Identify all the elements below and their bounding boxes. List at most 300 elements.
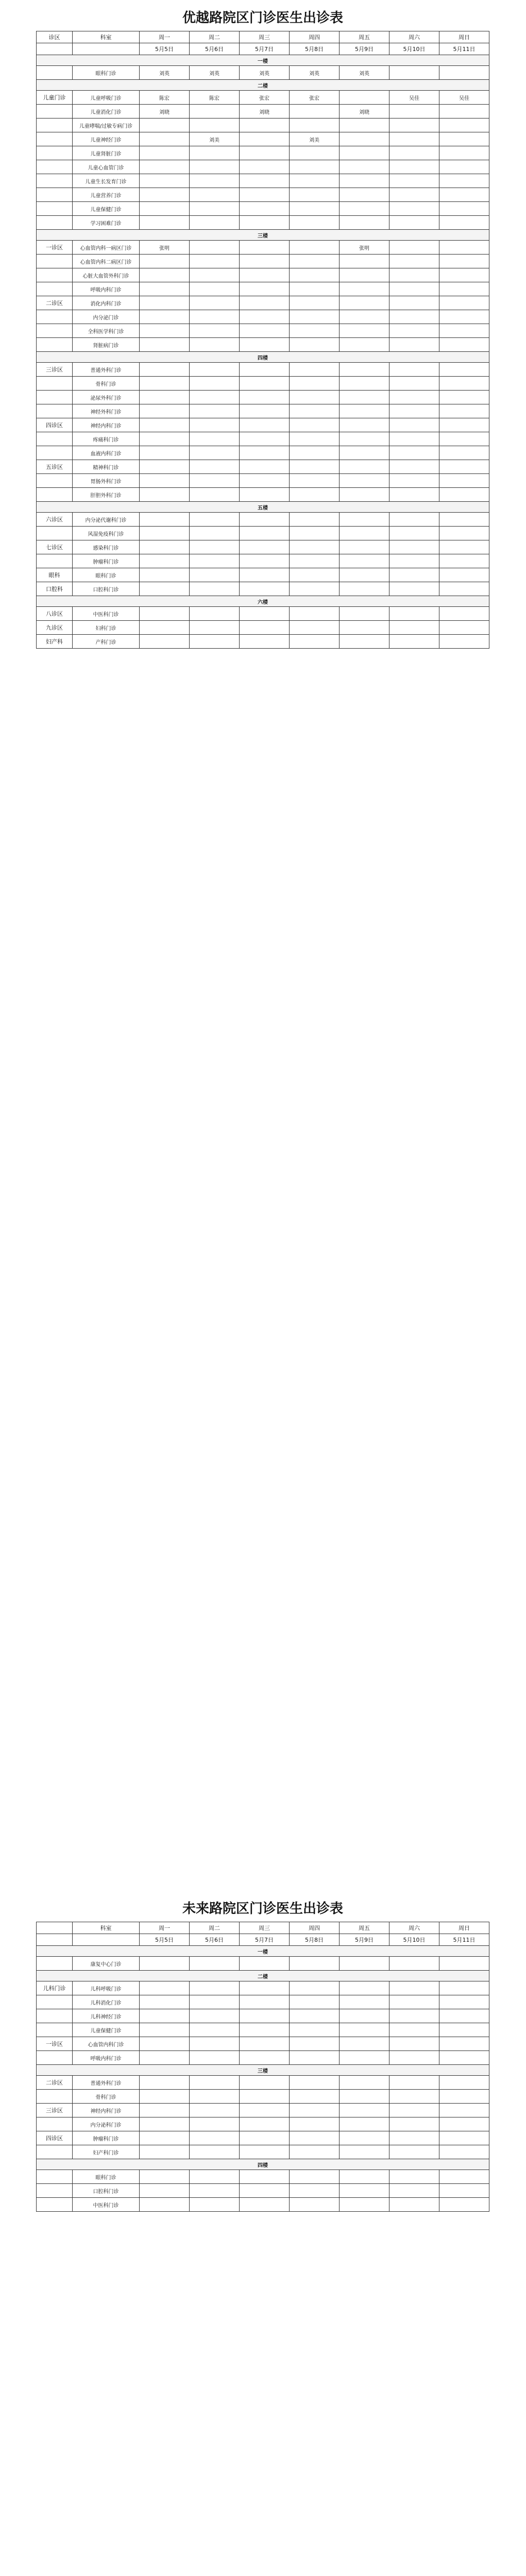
header-date: 5月6日 bbox=[190, 43, 240, 55]
doctor-cell bbox=[439, 2170, 489, 2184]
region-cell: 八诊区 bbox=[37, 607, 73, 621]
doctor-cell bbox=[340, 432, 389, 446]
doctor-cell bbox=[389, 540, 439, 554]
doctor-cell bbox=[140, 2117, 190, 2131]
table-row bbox=[37, 2104, 489, 2117]
doctor-cell bbox=[439, 446, 489, 460]
header-day: 周一 bbox=[140, 31, 190, 43]
region-cell bbox=[37, 146, 73, 160]
doctor-cell bbox=[389, 282, 439, 296]
doctor-cell bbox=[389, 2051, 439, 2065]
doctor-cell bbox=[340, 118, 389, 132]
doctor-cell bbox=[439, 2009, 489, 2023]
header-day: 周四 bbox=[290, 1922, 340, 1934]
floor-row bbox=[37, 502, 489, 513]
header-day: 周日 bbox=[439, 1922, 489, 1934]
table-row bbox=[37, 2184, 489, 2198]
doctor-cell bbox=[340, 2145, 389, 2159]
doctor-cell bbox=[190, 474, 240, 488]
region-cell: 二诊区 bbox=[37, 296, 73, 310]
sheet-title: 优越路院区门诊医生出诊表 bbox=[182, 10, 343, 26]
floor-row bbox=[37, 1971, 489, 1981]
doctor-cell bbox=[340, 296, 389, 310]
header-date: 5月7日 bbox=[240, 43, 290, 55]
doctor-cell bbox=[140, 310, 190, 324]
doctor-cell bbox=[290, 474, 340, 488]
table-row bbox=[37, 377, 489, 391]
doctor-cell: 张宏 bbox=[240, 91, 290, 105]
doctor-cell bbox=[290, 460, 340, 474]
doctor-cell bbox=[190, 2090, 240, 2104]
doctor-cell bbox=[389, 568, 439, 582]
doctor-cell bbox=[439, 2184, 489, 2198]
doctor-cell bbox=[290, 1957, 340, 1971]
doctor-cell bbox=[140, 255, 190, 268]
doctor-cell bbox=[439, 338, 489, 352]
doctor-cell bbox=[340, 2076, 389, 2090]
doctor-cell bbox=[240, 2198, 290, 2212]
doctor-cell bbox=[340, 310, 389, 324]
region-cell bbox=[37, 527, 73, 540]
clinic-cell: 儿童生长发育门诊 bbox=[73, 174, 140, 188]
doctor-cell bbox=[290, 513, 340, 527]
region-cell bbox=[37, 2117, 73, 2131]
region-cell: 三诊区 bbox=[37, 363, 73, 377]
doctor-cell bbox=[389, 160, 439, 174]
floor-label: 六楼 bbox=[37, 596, 489, 607]
doctor-cell bbox=[389, 146, 439, 160]
doctor-cell bbox=[240, 377, 290, 391]
doctor-cell bbox=[240, 513, 290, 527]
doctor-cell bbox=[190, 488, 240, 502]
doctor-cell bbox=[190, 310, 240, 324]
doctor-cell bbox=[340, 2009, 389, 2023]
doctor-cell bbox=[340, 488, 389, 502]
table-row bbox=[37, 513, 489, 527]
clinic-cell: 泌尿外科门诊 bbox=[73, 391, 140, 404]
table-row bbox=[37, 1981, 489, 1995]
header-blank bbox=[37, 43, 73, 55]
doctor-cell bbox=[439, 1995, 489, 2009]
floor-row bbox=[37, 352, 489, 363]
schedule-table bbox=[36, 31, 489, 649]
doctor-cell: 吴佳 bbox=[439, 91, 489, 105]
clinic-cell: 消化内科门诊 bbox=[73, 296, 140, 310]
table-row bbox=[37, 363, 489, 377]
doctor-cell bbox=[240, 296, 290, 310]
region-cell bbox=[37, 188, 73, 202]
doctor-cell bbox=[290, 582, 340, 596]
doctor-cell bbox=[190, 105, 240, 118]
clinic-cell: 风湿免疫科门诊 bbox=[73, 527, 140, 540]
region-cell: 二诊区 bbox=[37, 2076, 73, 2090]
doctor-cell bbox=[389, 607, 439, 621]
doctor-cell: 刘英 bbox=[190, 66, 240, 80]
header-days bbox=[37, 31, 489, 43]
doctor-cell bbox=[340, 554, 389, 568]
floor-label: 二楼 bbox=[37, 1971, 489, 1981]
clinic-cell: 肿瘤科门诊 bbox=[73, 554, 140, 568]
doctor-cell bbox=[439, 66, 489, 80]
doctor-cell bbox=[240, 188, 290, 202]
doctor-cell bbox=[340, 446, 389, 460]
doctor-cell bbox=[290, 310, 340, 324]
doctor-cell bbox=[340, 2037, 389, 2051]
clinic-cell: 神经外科门诊 bbox=[73, 404, 140, 418]
doctor-cell: 刘美 bbox=[290, 132, 340, 146]
doctor-cell bbox=[290, 216, 340, 230]
doctor-cell: 刘美 bbox=[190, 132, 240, 146]
doctor-cell bbox=[340, 91, 389, 105]
doctor-cell bbox=[439, 2145, 489, 2159]
doctor-cell bbox=[140, 324, 190, 338]
header-day: 周二 bbox=[190, 31, 240, 43]
doctor-cell bbox=[340, 255, 389, 268]
clinic-cell: 眼科门诊 bbox=[73, 66, 140, 80]
floor-row bbox=[37, 1946, 489, 1957]
doctor-cell bbox=[140, 1957, 190, 1971]
doctor-cell bbox=[389, 296, 439, 310]
doctor-cell bbox=[439, 282, 489, 296]
header-dates bbox=[37, 43, 489, 55]
header-day: 周六 bbox=[389, 1922, 439, 1934]
doctor-cell bbox=[140, 2104, 190, 2117]
region-cell: 一诊区 bbox=[37, 2037, 73, 2051]
header-region bbox=[37, 1922, 73, 1934]
clinic-cell: 儿童心血管门诊 bbox=[73, 160, 140, 174]
table-row bbox=[37, 391, 489, 404]
doctor-cell bbox=[290, 118, 340, 132]
doctor-cell bbox=[190, 582, 240, 596]
doctor-cell bbox=[140, 2198, 190, 2212]
doctor-cell bbox=[389, 363, 439, 377]
clinic-cell: 儿童保健门诊 bbox=[73, 202, 140, 216]
doctor-cell bbox=[190, 2131, 240, 2145]
doctor-cell bbox=[389, 2117, 439, 2131]
doctor-cell: 刘晓 bbox=[140, 105, 190, 118]
doctor-cell bbox=[240, 310, 290, 324]
region-cell bbox=[37, 282, 73, 296]
doctor-cell bbox=[140, 527, 190, 540]
table-row bbox=[37, 296, 489, 310]
header-date: 5月6日 bbox=[190, 1934, 240, 1946]
doctor-cell bbox=[439, 488, 489, 502]
header-day: 周二 bbox=[190, 1922, 240, 1934]
doctor-cell bbox=[439, 268, 489, 282]
doctor-cell: 陈宏 bbox=[140, 91, 190, 105]
doctor-cell: 刘英 bbox=[290, 66, 340, 80]
doctor-cell bbox=[389, 188, 439, 202]
clinic-cell: 呼吸内科门诊 bbox=[73, 2051, 140, 2065]
header-date: 5月10日 bbox=[389, 43, 439, 55]
doctor-cell bbox=[190, 118, 240, 132]
clinic-cell: 儿科神经门诊 bbox=[73, 2009, 140, 2023]
region-cell bbox=[37, 2090, 73, 2104]
clinic-cell: 儿童哮喘/过敏专病门诊 bbox=[73, 118, 140, 132]
doctor-cell bbox=[439, 105, 489, 118]
region-cell bbox=[37, 202, 73, 216]
doctor-cell bbox=[240, 474, 290, 488]
doctor-cell bbox=[340, 527, 389, 540]
doctor-cell bbox=[340, 2023, 389, 2037]
clinic-cell: 肾脏病门诊 bbox=[73, 338, 140, 352]
doctor-cell bbox=[190, 635, 240, 649]
doctor-cell bbox=[439, 2090, 489, 2104]
doctor-cell bbox=[190, 2037, 240, 2051]
doctor-cell bbox=[439, 118, 489, 132]
doctor-cell: 张明 bbox=[340, 241, 389, 255]
doctor-cell bbox=[240, 2009, 290, 2023]
clinic-cell: 儿童神经门诊 bbox=[73, 132, 140, 146]
table-row bbox=[37, 2131, 489, 2145]
doctor-cell bbox=[190, 363, 240, 377]
doctor-cell bbox=[140, 363, 190, 377]
region-cell: 四诊区 bbox=[37, 2131, 73, 2145]
doctor-cell bbox=[140, 377, 190, 391]
doctor-cell bbox=[340, 474, 389, 488]
doctor-cell bbox=[240, 282, 290, 296]
table-row bbox=[37, 188, 489, 202]
doctor-cell bbox=[439, 146, 489, 160]
doctor-cell bbox=[340, 2090, 389, 2104]
table-row bbox=[37, 241, 489, 255]
header-date: 5月9日 bbox=[340, 1934, 389, 1946]
header-blank bbox=[37, 1934, 73, 1946]
doctor-cell bbox=[389, 488, 439, 502]
doctor-cell bbox=[340, 2198, 389, 2212]
header-dept: 科室 bbox=[73, 31, 140, 43]
table-row bbox=[37, 418, 489, 432]
table-row bbox=[37, 1995, 489, 2009]
table-row bbox=[37, 568, 489, 582]
doctor-cell bbox=[439, 377, 489, 391]
doctor-cell bbox=[439, 241, 489, 255]
table-row bbox=[37, 91, 489, 105]
doctor-cell bbox=[190, 432, 240, 446]
doctor-cell bbox=[240, 268, 290, 282]
clinic-cell: 眼科门诊 bbox=[73, 2170, 140, 2184]
region-cell bbox=[37, 474, 73, 488]
region-cell bbox=[37, 391, 73, 404]
doctor-cell bbox=[240, 160, 290, 174]
clinic-cell: 口腔科门诊 bbox=[73, 582, 140, 596]
doctor-cell bbox=[290, 1995, 340, 2009]
doctor-cell bbox=[439, 160, 489, 174]
doctor-cell bbox=[290, 2198, 340, 2212]
header-date: 5月9日 bbox=[340, 43, 389, 55]
doctor-cell bbox=[340, 188, 389, 202]
doctor-cell bbox=[140, 540, 190, 554]
doctor-cell bbox=[389, 527, 439, 540]
table-row bbox=[37, 2076, 489, 2090]
doctor-cell bbox=[140, 391, 190, 404]
doctor-cell bbox=[140, 2037, 190, 2051]
doctor-cell: 刘英 bbox=[240, 66, 290, 80]
clinic-cell: 中医科门诊 bbox=[73, 607, 140, 621]
doctor-cell bbox=[190, 2023, 240, 2037]
doctor-cell bbox=[240, 2170, 290, 2184]
doctor-cell bbox=[340, 282, 389, 296]
doctor-cell bbox=[240, 146, 290, 160]
doctor-cell bbox=[140, 418, 190, 432]
doctor-cell bbox=[340, 268, 389, 282]
doctor-cell bbox=[340, 2051, 389, 2065]
doctor-cell bbox=[190, 1981, 240, 1995]
doctor-cell bbox=[290, 607, 340, 621]
clinic-cell: 心脏大血管外科门诊 bbox=[73, 268, 140, 282]
doctor-cell bbox=[190, 1957, 240, 1971]
doctor-cell bbox=[439, 216, 489, 230]
doctor-cell bbox=[340, 160, 389, 174]
doctor-cell bbox=[140, 2184, 190, 2198]
header-blank bbox=[73, 43, 140, 55]
doctor-cell bbox=[389, 105, 439, 118]
doctor-cell bbox=[240, 418, 290, 432]
doctor-cell bbox=[290, 621, 340, 635]
doctor-cell bbox=[290, 2090, 340, 2104]
doctor-cell bbox=[389, 432, 439, 446]
doctor-cell bbox=[140, 582, 190, 596]
table-row bbox=[37, 2090, 489, 2104]
doctor-cell bbox=[240, 1981, 290, 1995]
doctor-cell bbox=[140, 460, 190, 474]
doctor-cell bbox=[190, 2051, 240, 2065]
table-row bbox=[37, 582, 489, 596]
doctor-cell bbox=[439, 1957, 489, 1971]
clinic-cell: 妇产科门诊 bbox=[73, 2145, 140, 2159]
doctor-cell bbox=[140, 268, 190, 282]
doctor-cell bbox=[340, 513, 389, 527]
doctor-cell bbox=[190, 146, 240, 160]
doctor-cell bbox=[389, 2009, 439, 2023]
doctor-cell bbox=[140, 296, 190, 310]
doctor-cell bbox=[140, 2090, 190, 2104]
doctor-cell bbox=[240, 324, 290, 338]
region-cell bbox=[37, 2145, 73, 2159]
doctor-cell bbox=[190, 1995, 240, 2009]
doctor-cell bbox=[340, 391, 389, 404]
doctor-cell bbox=[140, 554, 190, 568]
region-cell bbox=[37, 132, 73, 146]
clinic-cell: 康复中心门诊 bbox=[73, 1957, 140, 1971]
doctor-cell bbox=[240, 582, 290, 596]
sheet-youyue bbox=[36, 5, 489, 649]
doctor-cell bbox=[290, 2104, 340, 2117]
doctor-cell bbox=[140, 202, 190, 216]
clinic-cell: 儿科消化门诊 bbox=[73, 1995, 140, 2009]
floor-row bbox=[37, 80, 489, 91]
header-day: 周一 bbox=[140, 1922, 190, 1934]
region-cell: 眼科 bbox=[37, 568, 73, 582]
doctor-cell bbox=[240, 118, 290, 132]
floor-label: 四楼 bbox=[37, 2159, 489, 2170]
table-row bbox=[37, 268, 489, 282]
doctor-cell: 陈宏 bbox=[190, 91, 240, 105]
doctor-cell bbox=[439, 513, 489, 527]
doctor-cell bbox=[389, 324, 439, 338]
header-region: 诊区 bbox=[37, 31, 73, 43]
doctor-cell bbox=[439, 2117, 489, 2131]
table-row bbox=[37, 146, 489, 160]
doctor-cell bbox=[389, 460, 439, 474]
clinic-cell: 骨科门诊 bbox=[73, 377, 140, 391]
doctor-cell bbox=[290, 2170, 340, 2184]
doctor-cell bbox=[389, 582, 439, 596]
floor-label: 三楼 bbox=[37, 2065, 489, 2076]
doctor-cell bbox=[140, 2170, 190, 2184]
floor-label: 三楼 bbox=[37, 230, 489, 241]
doctor-cell bbox=[240, 607, 290, 621]
doctor-cell bbox=[340, 174, 389, 188]
doctor-cell bbox=[140, 513, 190, 527]
doctor-cell bbox=[240, 432, 290, 446]
region-cell: 七诊区 bbox=[37, 540, 73, 554]
doctor-cell: 张宏 bbox=[290, 91, 340, 105]
doctor-cell bbox=[439, 2198, 489, 2212]
region-cell bbox=[37, 446, 73, 460]
doctor-cell bbox=[290, 540, 340, 554]
doctor-cell bbox=[240, 391, 290, 404]
doctor-cell bbox=[340, 132, 389, 146]
clinic-cell: 心血管内科一病区门诊 bbox=[73, 241, 140, 255]
table-row bbox=[37, 432, 489, 446]
header-date: 5月7日 bbox=[240, 1934, 290, 1946]
doctor-cell bbox=[439, 568, 489, 582]
doctor-cell bbox=[140, 132, 190, 146]
doctor-cell bbox=[140, 2023, 190, 2037]
clinic-cell: 骨科门诊 bbox=[73, 2090, 140, 2104]
doctor-cell bbox=[240, 2184, 290, 2198]
doctor-cell bbox=[340, 2170, 389, 2184]
doctor-cell bbox=[439, 460, 489, 474]
doctor-cell bbox=[389, 446, 439, 460]
doctor-cell bbox=[190, 188, 240, 202]
doctor-cell: 吴佳 bbox=[389, 91, 439, 105]
table-row bbox=[37, 2117, 489, 2131]
doctor-cell bbox=[240, 2131, 290, 2145]
region-cell bbox=[37, 2184, 73, 2198]
doctor-cell bbox=[240, 2023, 290, 2037]
table-row bbox=[37, 2009, 489, 2023]
doctor-cell bbox=[290, 568, 340, 582]
floor-row bbox=[37, 596, 489, 607]
doctor-cell bbox=[190, 296, 240, 310]
doctor-cell bbox=[190, 527, 240, 540]
doctor-cell bbox=[140, 607, 190, 621]
doctor-cell bbox=[340, 1995, 389, 2009]
doctor-cell bbox=[240, 568, 290, 582]
clinic-cell: 神经内科门诊 bbox=[73, 2104, 140, 2117]
header-date: 5月8日 bbox=[290, 43, 340, 55]
header-day: 周日 bbox=[439, 31, 489, 43]
table-row bbox=[37, 160, 489, 174]
region-cell bbox=[37, 1995, 73, 2009]
doctor-cell bbox=[340, 146, 389, 160]
doctor-cell bbox=[140, 432, 190, 446]
doctor-cell bbox=[290, 554, 340, 568]
region-cell bbox=[37, 404, 73, 418]
doctor-cell bbox=[340, 377, 389, 391]
doctor-cell bbox=[190, 2170, 240, 2184]
doctor-cell bbox=[240, 174, 290, 188]
region-cell bbox=[37, 338, 73, 352]
doctor-cell bbox=[140, 1995, 190, 2009]
region-cell bbox=[37, 216, 73, 230]
header-day: 周五 bbox=[340, 1922, 389, 1934]
table-row bbox=[37, 216, 489, 230]
table-row bbox=[37, 540, 489, 554]
schedule-table bbox=[36, 1922, 489, 2212]
